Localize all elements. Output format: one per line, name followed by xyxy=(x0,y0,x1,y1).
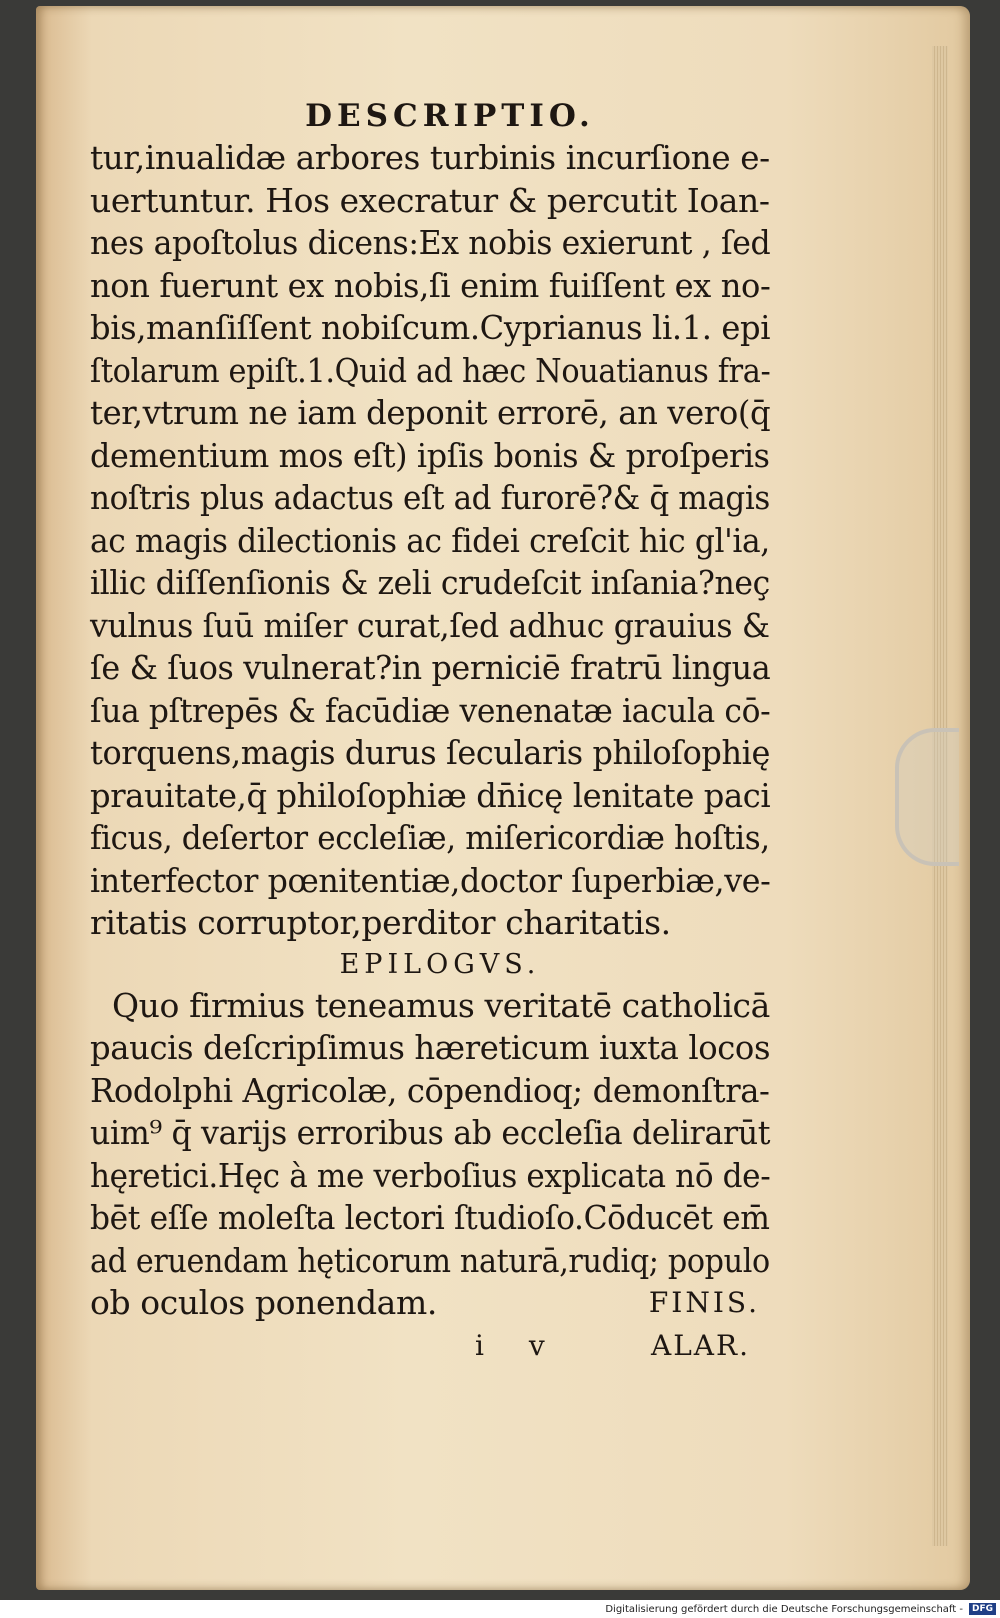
epilogue-text-line: paucis deſcripſimus hæreticum iuxta locos xyxy=(90,1028,771,1067)
funding-credit: Digitalisierung gefördert durch die Deutsche Forschungsgemeinschaft - xyxy=(605,1603,963,1615)
body-text xyxy=(90,137,770,945)
epilogue-text-line: Rodolphi Agricolæ, cōpendioq; demonſtra- xyxy=(90,1070,770,1110)
body-text-line: ter,vtrum ne iam deponit errorē, an vero(q̄ xyxy=(90,393,771,432)
body-text-line: bis,manſiſſent nobiſcum.Cyprianus li.1. epi xyxy=(90,308,771,347)
epilogue-text-line: ad eruendam hęticorum naturā,rudiq; populo xyxy=(90,1240,770,1280)
body-text-line: tur,inualidæ arbores turbinis incurſione e- xyxy=(90,138,770,177)
signature-mark: i v xyxy=(475,1328,563,1362)
running-heading: DESCRIPTIO. xyxy=(305,98,595,134)
digitization-footer xyxy=(0,1600,1000,1618)
body-text-line: dementium mos eſt) ipſis bonis & proſperis xyxy=(90,435,770,475)
epilogue-final-line xyxy=(90,1282,770,1325)
page-holder-clip xyxy=(895,728,959,866)
body-text-line: ac magis dilectionis ac fidei creſcit hic gl'ia, xyxy=(90,520,770,560)
body-text-line: non fuerunt ex nobis,ſi enim fuiſſent ex no- xyxy=(90,265,771,305)
dfg-logo: DFG xyxy=(969,1603,996,1615)
body-text-line: torquens,magis durus ſecularis philoſophię xyxy=(90,733,770,772)
body-text-line: nes apoſtolus dicens:Ex nobis exierunt , ſed xyxy=(90,223,771,262)
printed-text-block xyxy=(90,95,770,1367)
finis-mark: FINIS. xyxy=(648,1286,760,1319)
epilogue-text-line: uim⁹ q̄ varijs erroribus ab eccleſia delirarūt xyxy=(90,1113,771,1152)
body-text-line: ſua pſtrepēs & facūdiæ venenatæ iacula cō- xyxy=(90,690,771,730)
body-text-line: prauitate,q̄ philoſophiæ dn̄icę lenitate paci xyxy=(90,775,771,815)
body-text-line: interfector pœnitentiæ,doctor ſuperbiæ,ve- xyxy=(90,860,771,900)
epilogue-text-line: bēt eſſe moleſta lectori ſtudioſo.Cōducēt em̄ xyxy=(90,1198,770,1237)
body-text-line: ſe & ſuos vulnerat?in perniciē fratrū lingua xyxy=(90,648,771,687)
body-text-line: uertuntur. Hos execratur & percutit Ioan- xyxy=(90,180,770,220)
body-text-line: illic diſſenſionis & zeli crudeſcit inſania?neç xyxy=(90,563,770,602)
body-text-line: ritatis corruptor,perditor charitatis. xyxy=(90,903,671,942)
section-heading-epilogus: EPILOGVS. xyxy=(339,948,541,980)
epilogue-text-line: Quo firmius teneamus veritatē catholicā xyxy=(112,985,770,1025)
body-text-line: ficus, deſertor eccleſiæ, miſericordiæ hoſtis, xyxy=(90,818,770,857)
final-line-text: ob oculos ponendam. xyxy=(90,1283,437,1322)
epilogue-text-line: hęretici.Hęc à me verboſius explicata nō de- xyxy=(90,1155,771,1195)
epilogue-text xyxy=(90,985,770,1283)
signature-line xyxy=(90,1325,770,1367)
body-text-line: noſtris plus adactus eſt ad furorē?& q̄ magis xyxy=(90,478,770,517)
body-text-line: vulnus ſuū miſer curat,ſed adhuc grauius & xyxy=(90,605,770,645)
body-text-line: ſtolarum epiſt.1.Quid ad hæc Nouatianus fra- xyxy=(90,350,771,390)
catchword: ALAR. xyxy=(650,1328,750,1362)
